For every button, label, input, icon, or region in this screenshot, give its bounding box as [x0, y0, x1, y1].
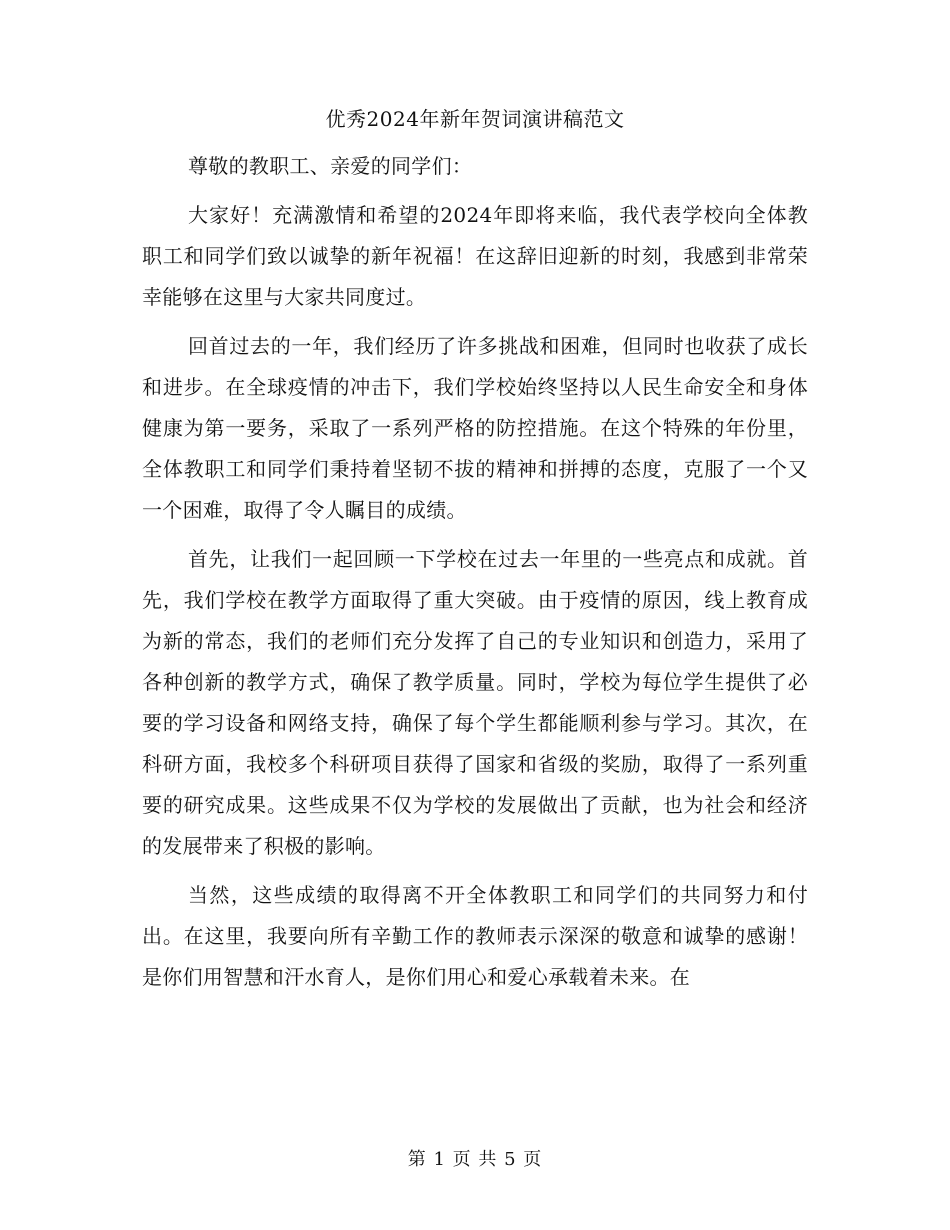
paragraph-greeting: 大家好！充满激情和希望的2024年即将来临，我代表学校向全体教职工和同学们致以诚挚的新年祝福！在这辞旧迎新的时刻，我感到非常荣幸能够在这里与大家共同度过。: [142, 203, 808, 309]
paragraph-thanks: 当然，这些成绩的取得离不开全体教职工和同学们的共同努力和付出。在这里，我要向所有辛勤工作的教师表示深深的敬意和诚挚的感谢！是你们用智慧和汗水育人，是你们用心和爱心承载着未来。在: [142, 883, 808, 989]
salutation: 尊敬的教职工、亲爱的同学们：: [188, 154, 473, 178]
document-body: [142, 146, 808, 998]
document-title: 优秀2024年新年贺词演讲稿范文: [325, 107, 625, 131]
paragraph-achievements: 首先，让我们一起回顾一下学校在过去一年里的一些亮点和成就。首先，我们学校在教学方面取得了重大突破。由于疫情的原因，线上教育成为新的常态，我们的老师们充分发挥了自己的专业知识和创造力，采用了各种创新的教学方式，确保了教学质量。同时，学校为每位学生提供了必要的学习设备和网络支持，确保了每个学生都能顺利参与学习。其次，在科研方面，我校多个科研项目获得了国家和省级的奖励，取得了一系列重要的研究成果。这些成果不仅为学校的发展做出了贡献，也为社会和经济的发展带来了积极的影响。: [142, 547, 808, 858]
paragraph-review: 回首过去的一年，我们经历了许多挑战和困难，但同时也收获了成长和进步。在全球疫情的冲击下，我们学校始终坚持以人民生命安全和身体健康为第一要务，采取了一系列严格的防控措施。在这个特殊的年份里，全体教职工和同学们秉持着坚韧不拔的精神和拼搏的态度，克服了一个又一个困难，取得了令人瞩目的成绩。: [142, 334, 808, 522]
page-number: 第 1 页 共 5 页: [407, 1149, 543, 1170]
